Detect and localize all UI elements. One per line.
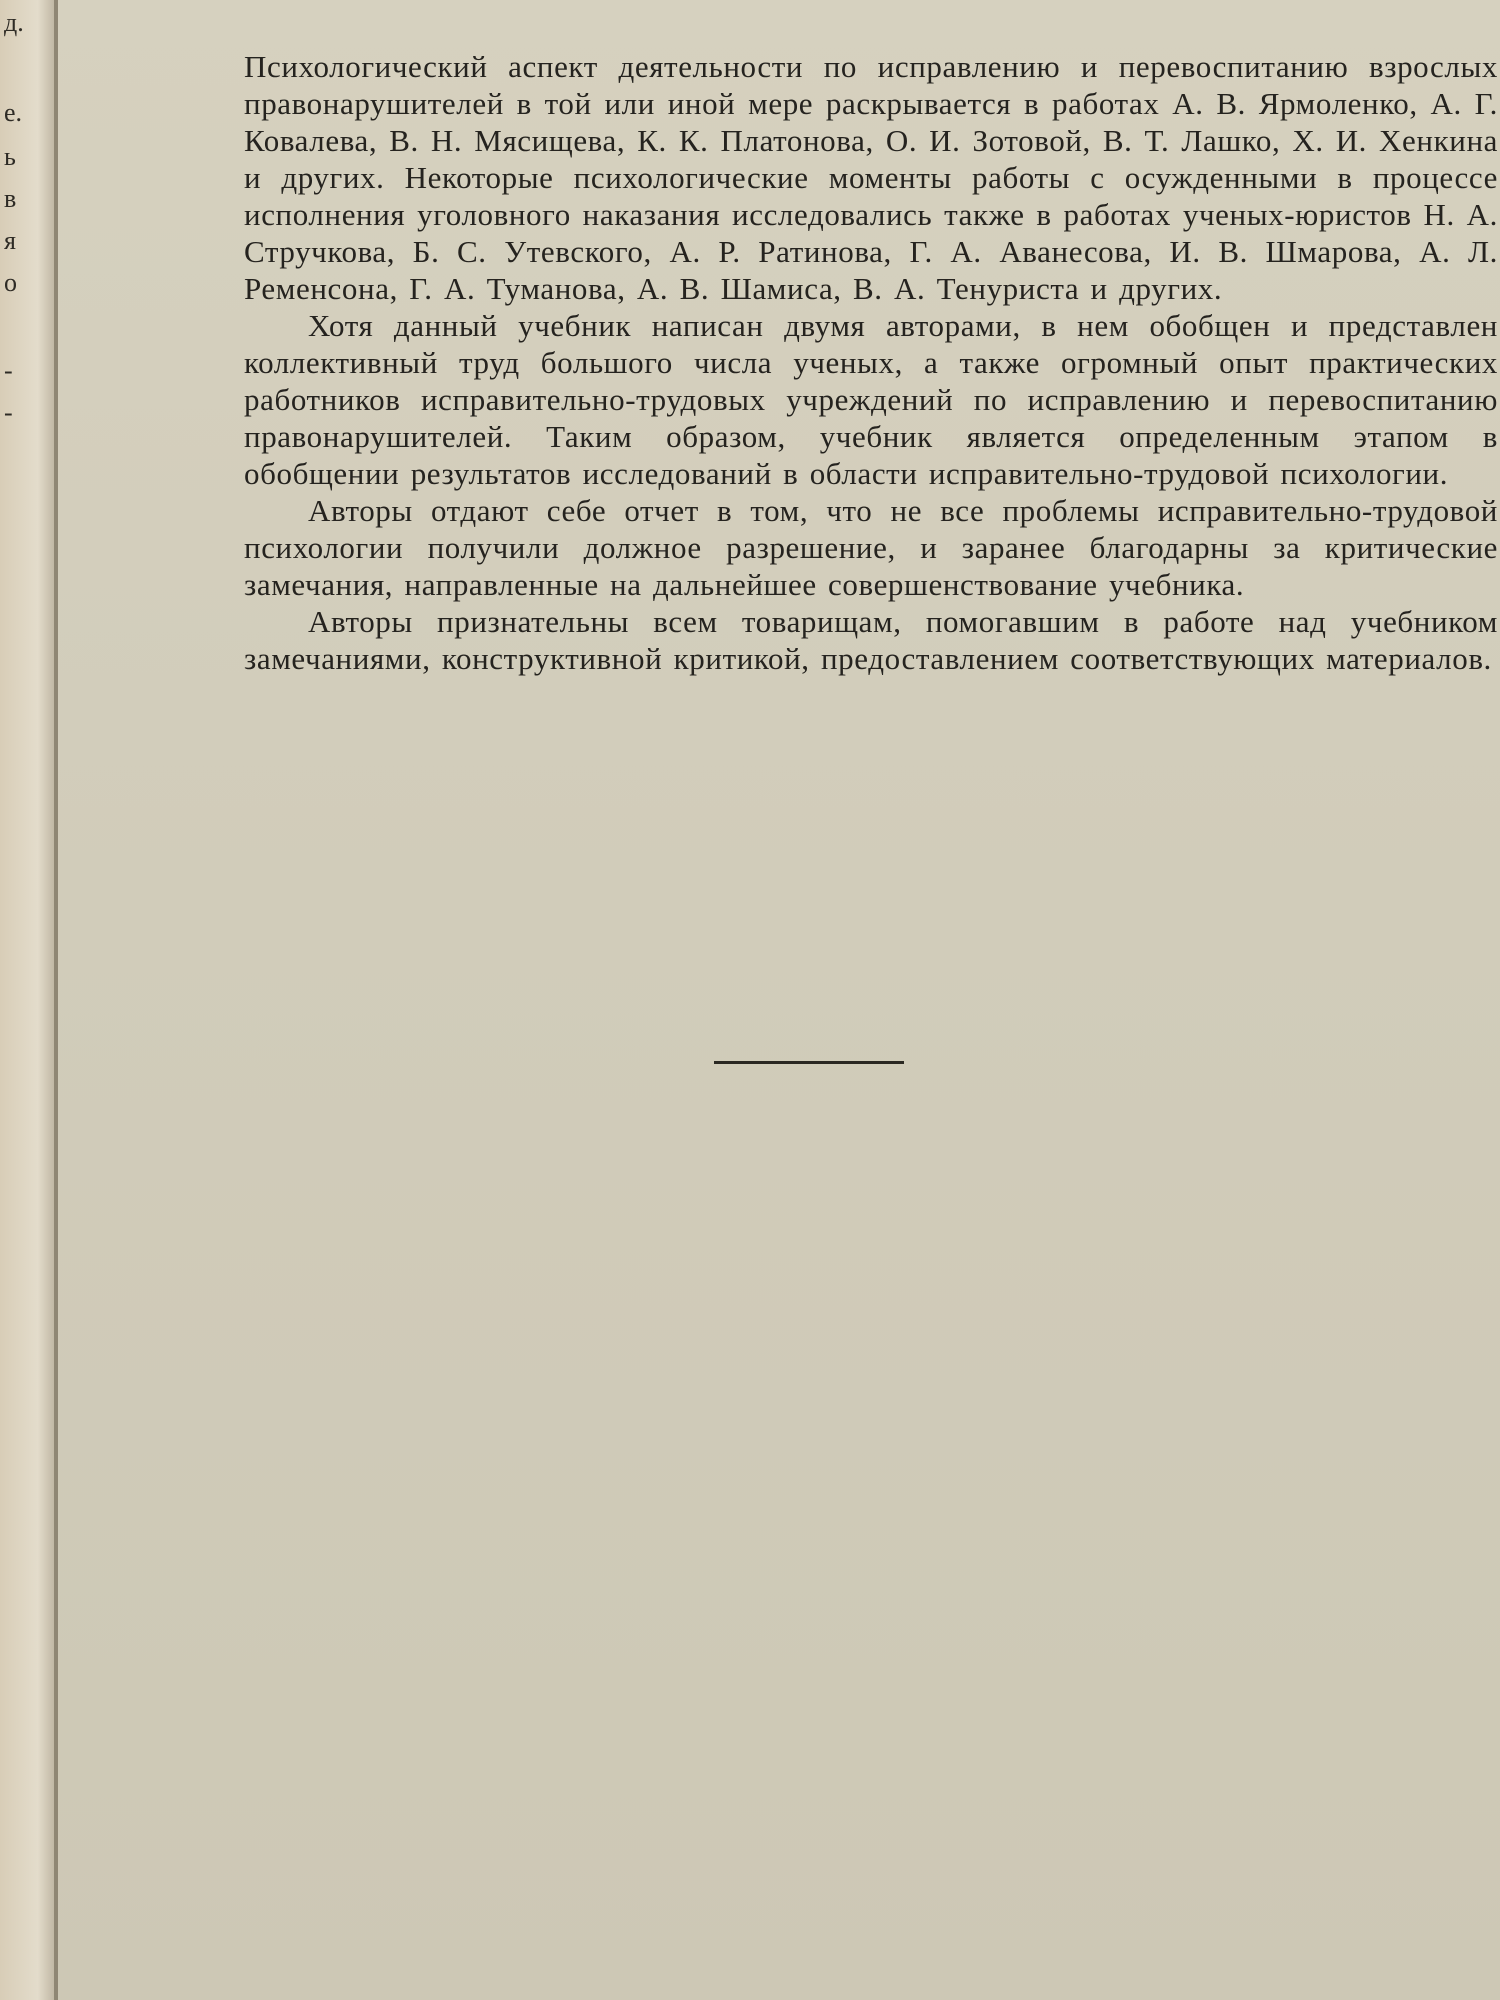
facing-page-edge [0, 0, 58, 2000]
margin-letter: ь [4, 142, 16, 171]
page-text [244, 48, 1498, 677]
section-end-rule [714, 1061, 904, 1064]
margin-letter: д. [4, 8, 24, 37]
paragraph-authors-thanks: Авторы признательны всем товарищам, помогавшим в работе над учебником замечаниями, конструктивной критикой, предоставлением соответствующих материалов. [244, 604, 1498, 676]
margin-letter: о [4, 268, 17, 297]
book-page [58, 0, 1500, 2000]
margin-letter: - [4, 398, 13, 427]
margin-letter: я [4, 226, 16, 255]
margin-letter: е. [4, 98, 23, 127]
margin-letter: в [4, 184, 17, 213]
paragraph-authors-acknowledge: Авторы отдают себе отчет в том, что не все проблемы исправительно-трудовой психологии получили должное разрешение, и заранее благодарны за критические замечания, направленные на дальнейшее совершенствование учебника. [244, 493, 1498, 602]
paragraph-textbook-authors: Хотя данный учебник написан двумя авторами, в нем обобщен и представлен коллективный труд большого числа ученых, а также огромный опыт практических работников исправительно-трудовых учреждений по исправлению и перевоспитанию правонарушителей. Таким образом, учебник является определенным этапом в обобщении результатов исследований в области исправительно-трудовой психологии. [244, 308, 1498, 491]
paragraph-psychological-aspect: Психологический аспект деятельности по исправлению и перевоспитанию взрослых правонарушителей в той или иной мере раскрывается в работах А. В. Ярмоленко, А. Г. Ковалева, В. Н. Мясищева, К. К. Платонова, О. И. Зотовой, В. Т. Лашко, Х. И. Хенкина и других. Некоторые психологические моменты работы с осужденными в процессе исполнения уголовного наказания исследовались также в работах ученых-юристов Н. А. Стручкова, Б. С. Утевского, А. Р. Ратинова, Г. А. Аванесова, И. В. Шмарова, А. Л. Ременсона, Г. А. Туманова, А. В. Шамиса, В. А. Тенуриста и других. [244, 49, 1498, 306]
margin-letter: - [4, 356, 13, 385]
